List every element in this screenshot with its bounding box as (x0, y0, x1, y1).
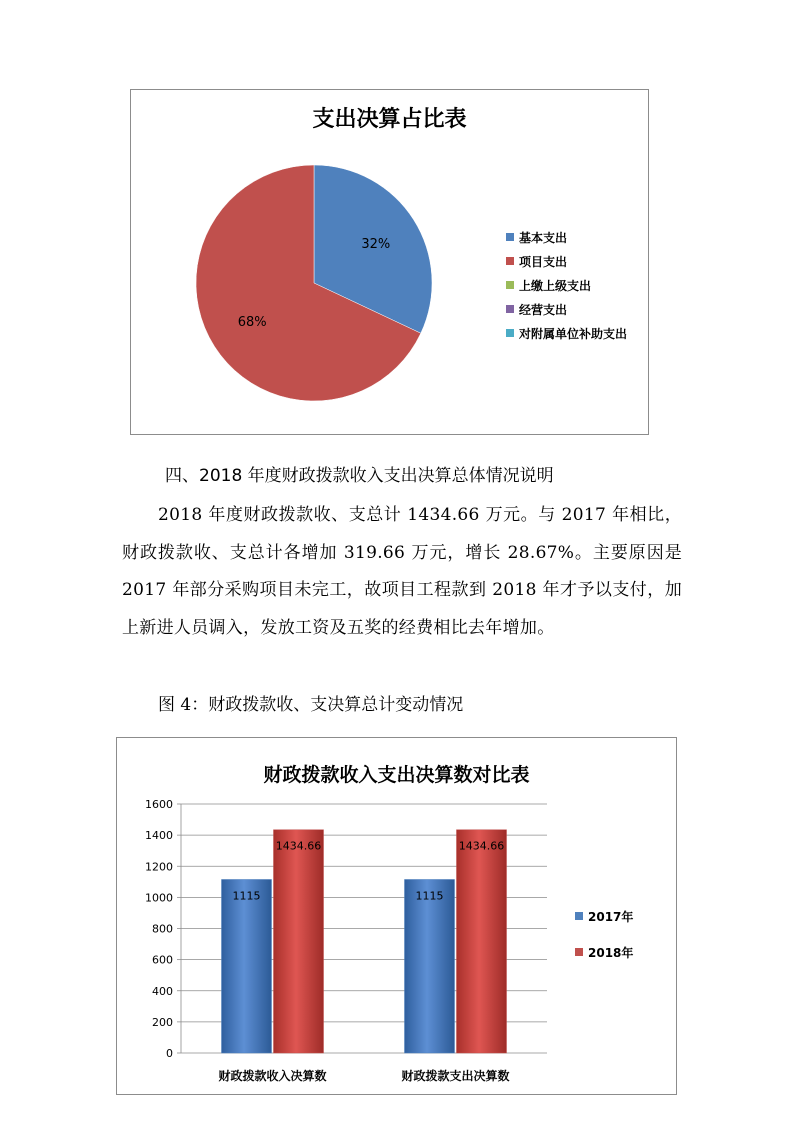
legend-swatch (575, 948, 583, 956)
legend-swatch (506, 281, 514, 289)
pie-data-label: 32% (361, 236, 391, 252)
y-tick-label: 1600 (145, 798, 173, 811)
x-category-label: 财政拨款收入决算数 (218, 1069, 327, 1083)
legend-label: 上缴上级支出 (519, 278, 592, 293)
bar-data-label: 1115 (232, 889, 261, 903)
legend-label: 2018年 (588, 945, 634, 960)
y-tick-label: 0 (166, 1047, 173, 1060)
legend-label: 2017年 (588, 909, 634, 924)
bar-data-label: 1434.66 (275, 839, 322, 853)
legend-swatch (506, 305, 514, 313)
bar-data-label: 1115 (415, 889, 444, 903)
legend-swatch (575, 912, 583, 920)
bar-chart (116, 737, 677, 1095)
y-tick-label: 200 (152, 1015, 173, 1029)
pie-legend-item (506, 273, 627, 297)
legend-swatch (506, 233, 514, 241)
bar-data-label: 1434.66 (458, 839, 505, 853)
legend-label: 经营支出 (519, 302, 568, 317)
x-category-label: 财政拨款支出决算数 (401, 1069, 510, 1083)
pie-legend-item (506, 249, 627, 273)
section-paragraph: 2018 年度财政拨款收、支总计 1434.66 万元。与 2017 年相比，财政拨款收、支总计各增加 319.66 万元，增长 28.67%。主要原因是 2017 年部分采购项目未完工，故项目工程款到 2018 年才予以支付，加上新进人员调入，发放工资及五奖的经费相比去年增加。 (122, 505, 682, 638)
bar (457, 830, 507, 1053)
bar-chart-title: 财政拨款收入支出决算数对比表 (263, 764, 530, 786)
pie-legend-item (506, 225, 627, 249)
pie-legend-item (506, 321, 627, 345)
pie-legend (506, 225, 627, 345)
legend-label: 基本支出 (519, 230, 568, 245)
bar (222, 879, 272, 1053)
bar-legend-item (575, 934, 633, 970)
section-heading: 四、2018 年度财政拨款收入支出决算总体情况说明 (165, 466, 554, 486)
pie-data-label: 68% (237, 315, 267, 331)
y-tick-label: 600 (152, 953, 173, 967)
y-tick-label: 1000 (145, 891, 173, 905)
y-tick-label: 800 (152, 922, 173, 936)
bar (405, 879, 455, 1053)
pie-chart-title: 支出决算占比表 (312, 107, 467, 132)
y-tick-label: 1200 (145, 860, 173, 874)
figure-caption: 图 4：财政拨款收、支决算总计变动情况 (158, 695, 464, 715)
legend-swatch (506, 257, 514, 265)
legend-swatch (506, 329, 514, 337)
legend-label: 对附属单位补助支出 (519, 326, 628, 341)
y-tick-label: 400 (152, 984, 173, 998)
pie-legend-item (506, 297, 627, 321)
y-tick-label: 1400 (145, 829, 173, 843)
bar (274, 830, 324, 1053)
pie-chart (130, 89, 649, 435)
legend-label: 项目支出 (519, 254, 568, 269)
bar-legend-item (575, 898, 633, 934)
bar-legend (575, 898, 633, 970)
